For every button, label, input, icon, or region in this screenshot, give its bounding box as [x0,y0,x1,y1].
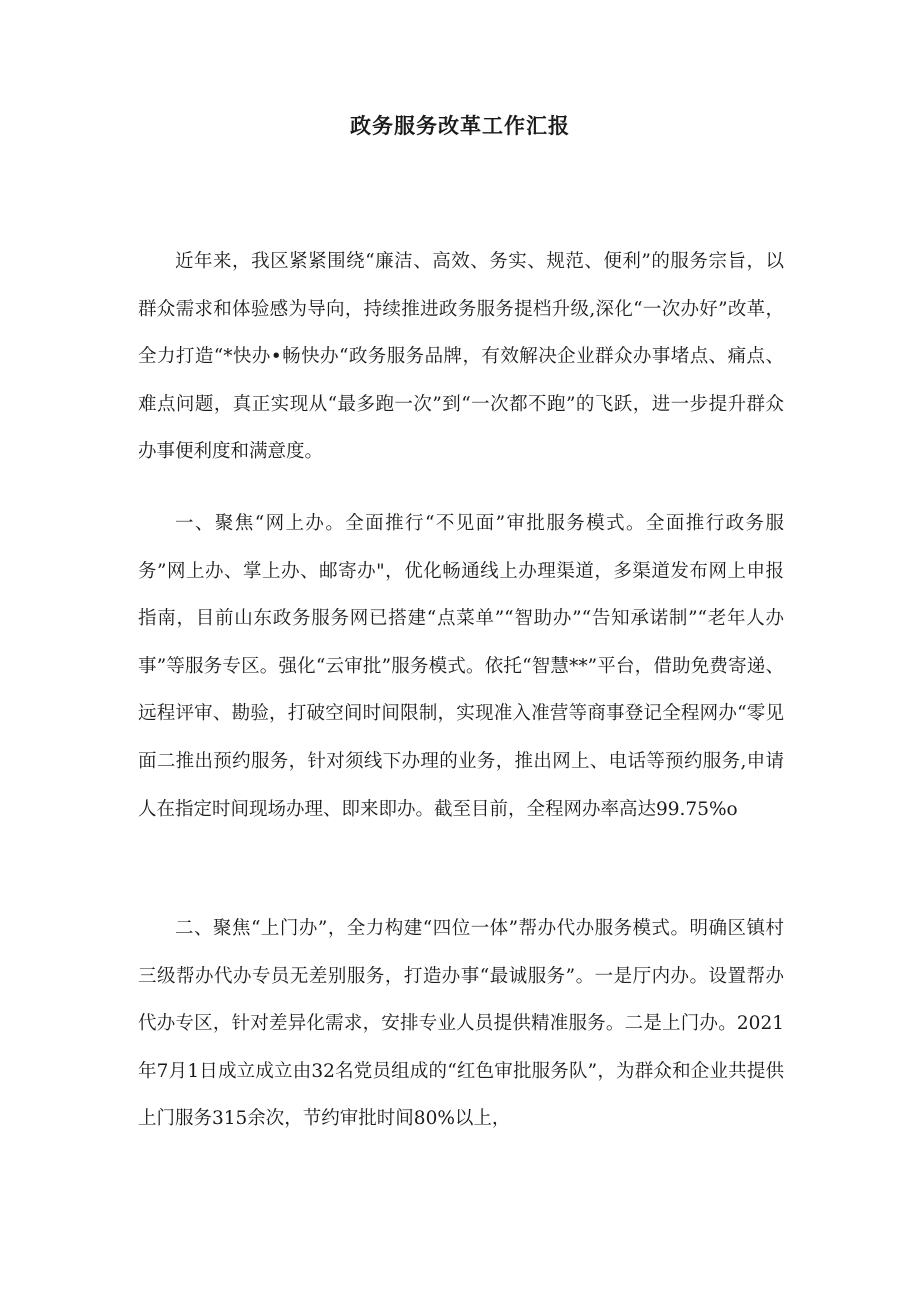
paragraph-intro: 近年来，我区紧紧围绕“廉洁、高效、务实、规范、便利”的服务宗旨，以群众需求和体验感为导向，持续推进政务服务提档升级,深化“一次办好”改革，全力打造“*快办•畅快办“政务服务品牌，有效解决企业群众办事堵点、痛点、难点问题，真正实现从“最多跑一次”到“一次都不跑”的飞跃，进一步提升群众办事便利度和满意度。 [138,251,784,463]
document-title: 政务服务改革工作汇报 [350,114,570,138]
paragraph-section-two: 二、聚焦“上门办”，全力构建“四位一体”帮办代办服务模式。明确区镇村三级帮办代办专员无差别服务，打造办事“最诚服务”。一是厅内办。设置帮办代办专区，针对差异化需求，安排专业人员提供精准服务。二是上门办。2021年7月1日成立成立由32名党员组成的“红色审批服务队”，为群众和企业共提供上门服务315余次，节约审批时间80%以上， [138,918,784,1130]
paragraph-section-one: 一、聚焦“网上办。全面推行“不见面”审批服务模式。全面推行政务服务”网上办、掌上办、邮寄办"，优化畅通线上办理渠道，多渠道发布网上申报指南，目前山东政务服务网已搭建“点菜单”“智助办”“告知承诺制”“老年人办事”等服务专区。强化“云审批”服务模式。依托“智慧**”平台，借助免费寄递、远程评审、勘验，打破空间时间限制，实现准入准营等商事登记全程网办“零见面二推出预约服务，针对须线下办理的业务，推出网上、电话等预约服务,申请人在指定时间现场办理、即来即办。截至目前，全程网办率高达99.75%o [138,513,784,820]
